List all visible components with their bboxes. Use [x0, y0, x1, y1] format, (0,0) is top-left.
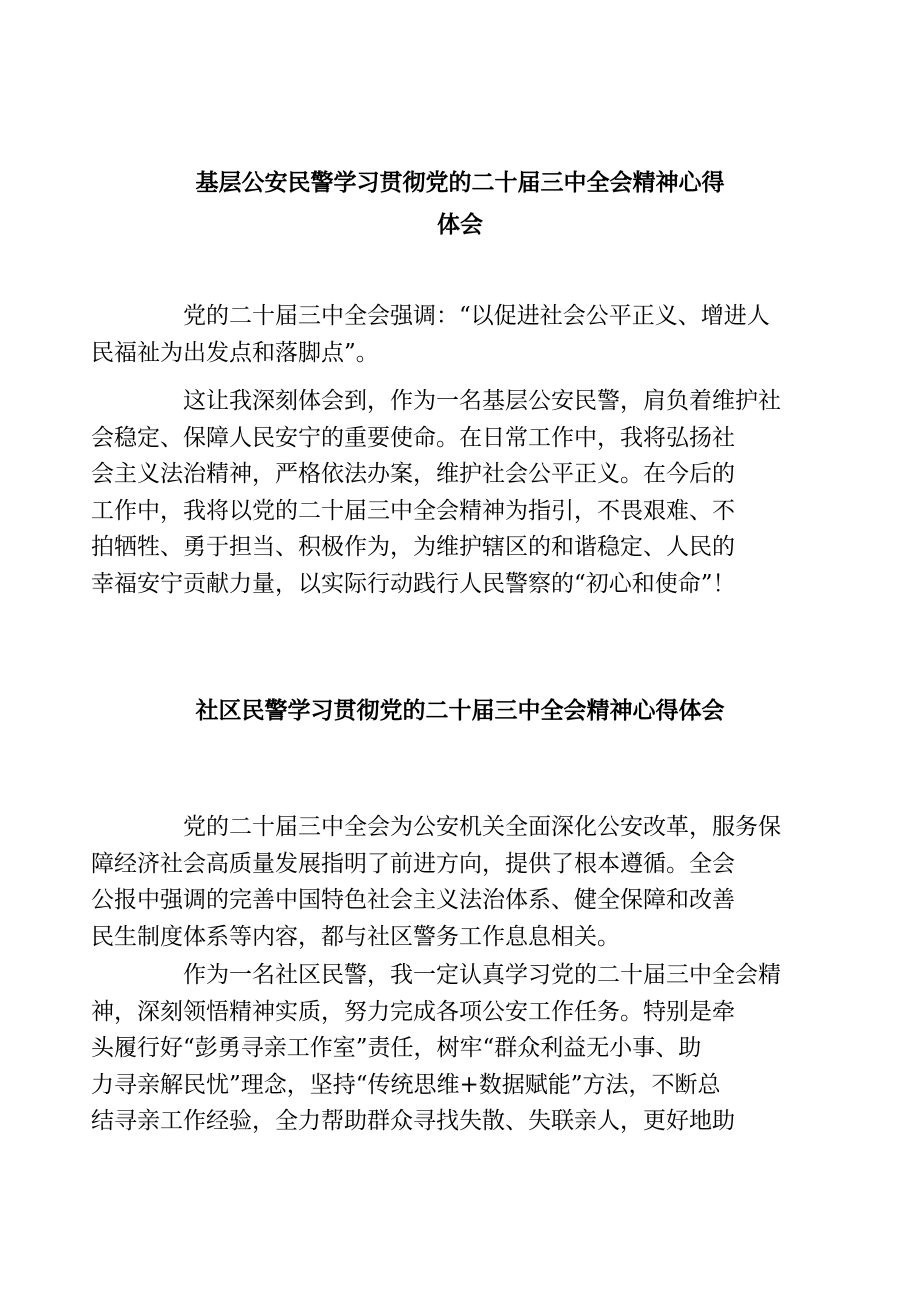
section2-title-line: 社区民警学习贯彻党的二十届三中全会精神心得体会: [195, 698, 725, 724]
section1-title-line2: 体会: [437, 212, 483, 238]
text-line: 头履行好“彭勇寻亲工作室”责任，树牢“群众利益无小事、助: [91, 1035, 702, 1062]
section1-title-line1: 基层公安民警学习贯彻党的二十届三中全会精神心得: [195, 170, 725, 196]
text-line: 作为一名社区民警，我一定认真学习党的二十届三中全会精: [183, 962, 781, 988]
text-line: 民生制度体系等内容，都与社区警务工作息息相关。: [91, 923, 620, 950]
section1-title: [130, 162, 790, 246]
text-line: 力寻亲解民忧”理念，坚持“传统思维+数据赋能”方法，不断总: [91, 1071, 721, 1098]
text-line: 工作中，我将以党的二十届三中全会精神为指引，不畏艰难、不: [91, 497, 735, 524]
section2-paragraph-2: [91, 957, 793, 1140]
text-line: 会稳定、保障人民安宁的重要使命。在日常工作中，我将弘扬社: [91, 424, 735, 451]
text-line: 拍牺牲、勇于担当、积极作为，为维护辖区的和谐稳定、人民的: [91, 534, 735, 561]
text-line: 党的二十届三中全会为公安机关全面深化公安改革，服务保: [183, 814, 781, 840]
text-line: 民福祉为出发点和落脚点”。: [91, 339, 379, 366]
text-line: 这让我深刻体会到，作为一名基层公安民警，肩负着维护社: [183, 388, 781, 414]
text-line: 公报中强调的完善中国特色社会主义法治体系、健全保障和改善: [91, 887, 735, 914]
section1-paragraph-1: [91, 298, 793, 371]
text-line: 障经济社会高质量发展指明了前进方向，提供了根本遵循。全会: [91, 850, 735, 877]
text-line: 幸福安宁贡献力量，以实际行动践行人民警察的“初心和使命”！: [91, 570, 736, 597]
section2-title: [130, 690, 790, 732]
text-line: 结寻亲工作经验，全力帮助群众寻找失散、失联亲人，更好地助: [91, 1108, 735, 1135]
section2-paragraph-1: [91, 809, 793, 955]
text-line: 神，深刻领悟精神实质，努力完成各项公安工作任务。特别是牵: [91, 998, 735, 1025]
text-line: 会主义法治精神，严格依法办案，维护社会公平正义。在今后的: [91, 461, 735, 488]
text-line: 党的二十届三中全会强调：“以促进社会公平正义、增进人: [183, 303, 770, 329]
section1-paragraph-2: [91, 383, 793, 603]
